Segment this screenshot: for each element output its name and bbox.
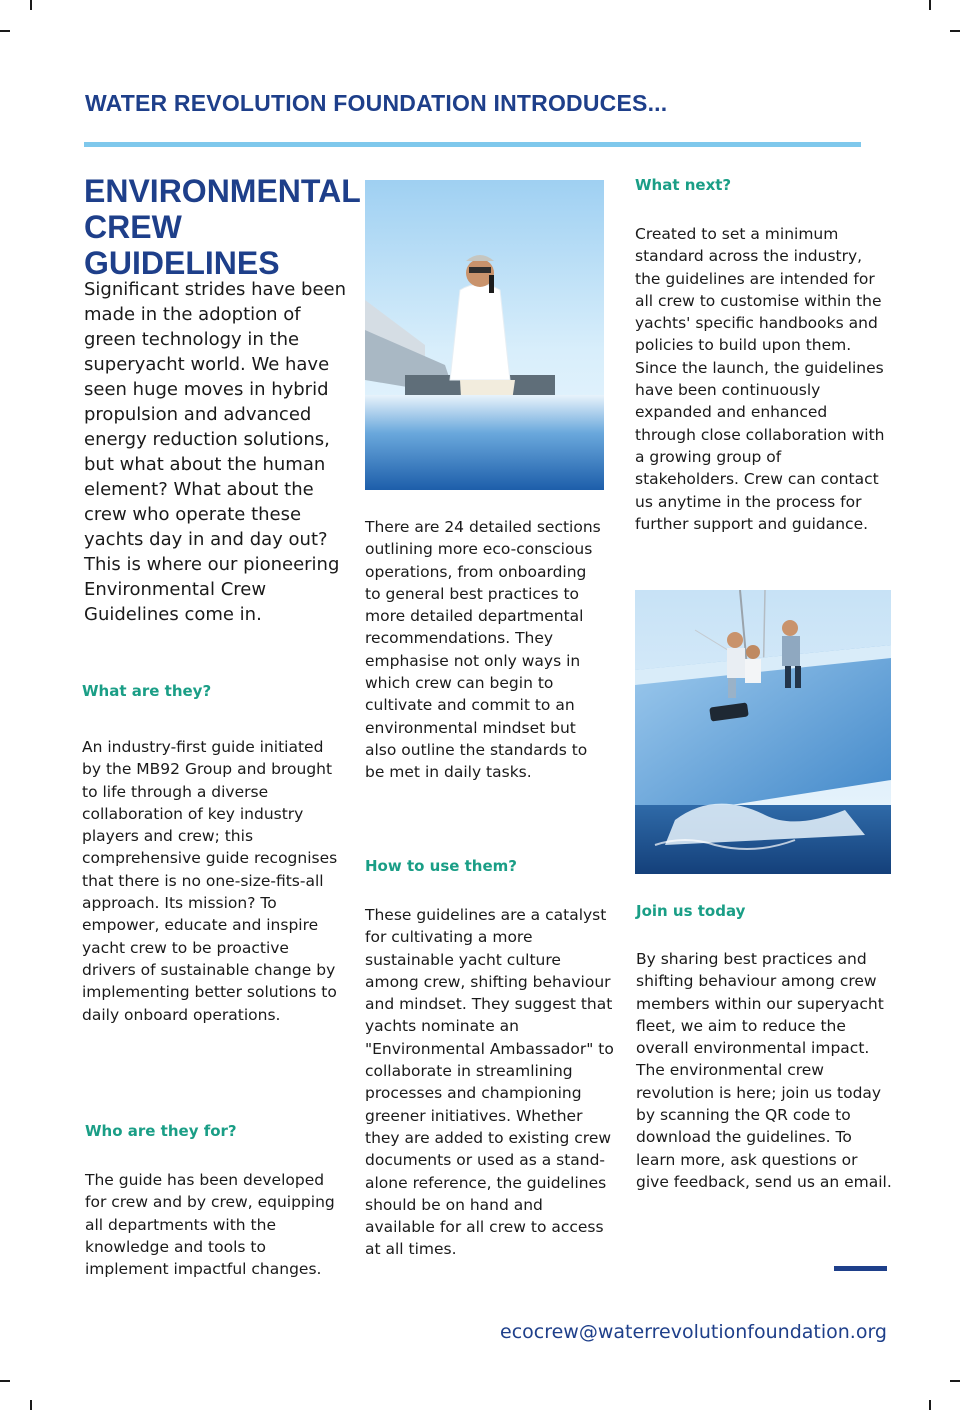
crop-mark — [929, 1400, 931, 1410]
page-title — [84, 173, 364, 281]
what-are-they-heading: What are they? — [82, 682, 212, 700]
header-divider — [84, 142, 861, 147]
contact-email-link[interactable]: ecocrew@waterrevolutionfoundation.org — [500, 1321, 887, 1343]
intro-paragraph: Significant strides have been made in the adoption of green technology in the superyacht world. We have seen huge moves in hybrid propulsion and advanced energy reduction solutions, but what about the human element? What about the crew who operate these yachts day in and day out? This is where our pioneering Environmental Crew Guidelines come in. — [84, 279, 347, 625]
what-next-body: Created to set a minimum standard across the industry, the guidelines are intended for all crew to customise within the yachts' specific handbooks and policies to build upon them. Since the launch, the guidelines have been continuously expanded and enhanced through close collaboration with a growing group of stakeholders. Crew can contact us anytime in the process for further support and guidance. — [635, 225, 885, 533]
crop-mark — [929, 0, 931, 10]
crop-mark — [0, 1380, 10, 1382]
join-us-body: By sharing best practices and shifting behaviour among crew members within our superyacht fleet, we aim to reduce the overall environmental impact. The environmental crew revolution is here; join us today by scanning the QR code to download the guidelines. To learn more, ask questions or give feedback, send us an email. — [636, 950, 892, 1191]
detailed-sections-body: There are 24 detailed sections outlining more eco-conscious operations, from onboarding to general best practices to more detailed departmental recommendations. They emphasise not only ways in which crew can begin to cultivate and commit to an environmental mindset but also outline the standards to be met in daily tasks. — [365, 518, 601, 782]
who-are-they-for-body: The guide has been developed for crew and by crew, equipping all departments with the knowledge and tools to implement impactful changes. — [85, 1171, 335, 1279]
how-to-use-heading: How to use them? — [365, 857, 517, 875]
crop-mark — [30, 0, 32, 10]
crop-mark — [0, 30, 10, 32]
title-line: CREW GUIDELINES — [84, 209, 280, 281]
title-line: ENVIRONMENTAL — [84, 173, 361, 209]
what-are-they-body: An industry-first guide initiated by the MB92 Group and brought to life through a diverse collaboration of key industry players and crew; this comprehensive guide recognises that there is no one-size-fits-all approach. Its mission? To empower, educate and inspire yacht crew to be proactive drivers of sustainable change by implementing better solutions to daily onboard operations. — [82, 738, 338, 1024]
crop-mark — [950, 1380, 960, 1382]
footer-accent-bar — [834, 1266, 887, 1271]
who-are-they-for-heading: Who are they for? — [85, 1122, 237, 1140]
how-to-use-body: These guidelines are a catalyst for cultivating a more sustainable yacht culture among crew, shifting behaviour and mindset. They suggest that yachts nominate an "Environmental Ambassador" to collaborate in streamlining processes and championing greener initiatives. Whether they are added to existing crew documents or used as a stand-alone reference, the guidelines should be on hand and available for all crew to access at all times. — [365, 906, 614, 1259]
crop-mark — [950, 30, 960, 32]
join-us-heading: Join us today — [636, 902, 746, 920]
crop-mark — [30, 1400, 32, 1410]
section-kicker: WATER REVOLUTION FOUNDATION INTRODUCES... — [85, 90, 668, 116]
sailing-crew-photo — [635, 590, 891, 874]
crew-radio-photo — [365, 180, 604, 490]
what-next-heading: What next? — [635, 176, 732, 194]
